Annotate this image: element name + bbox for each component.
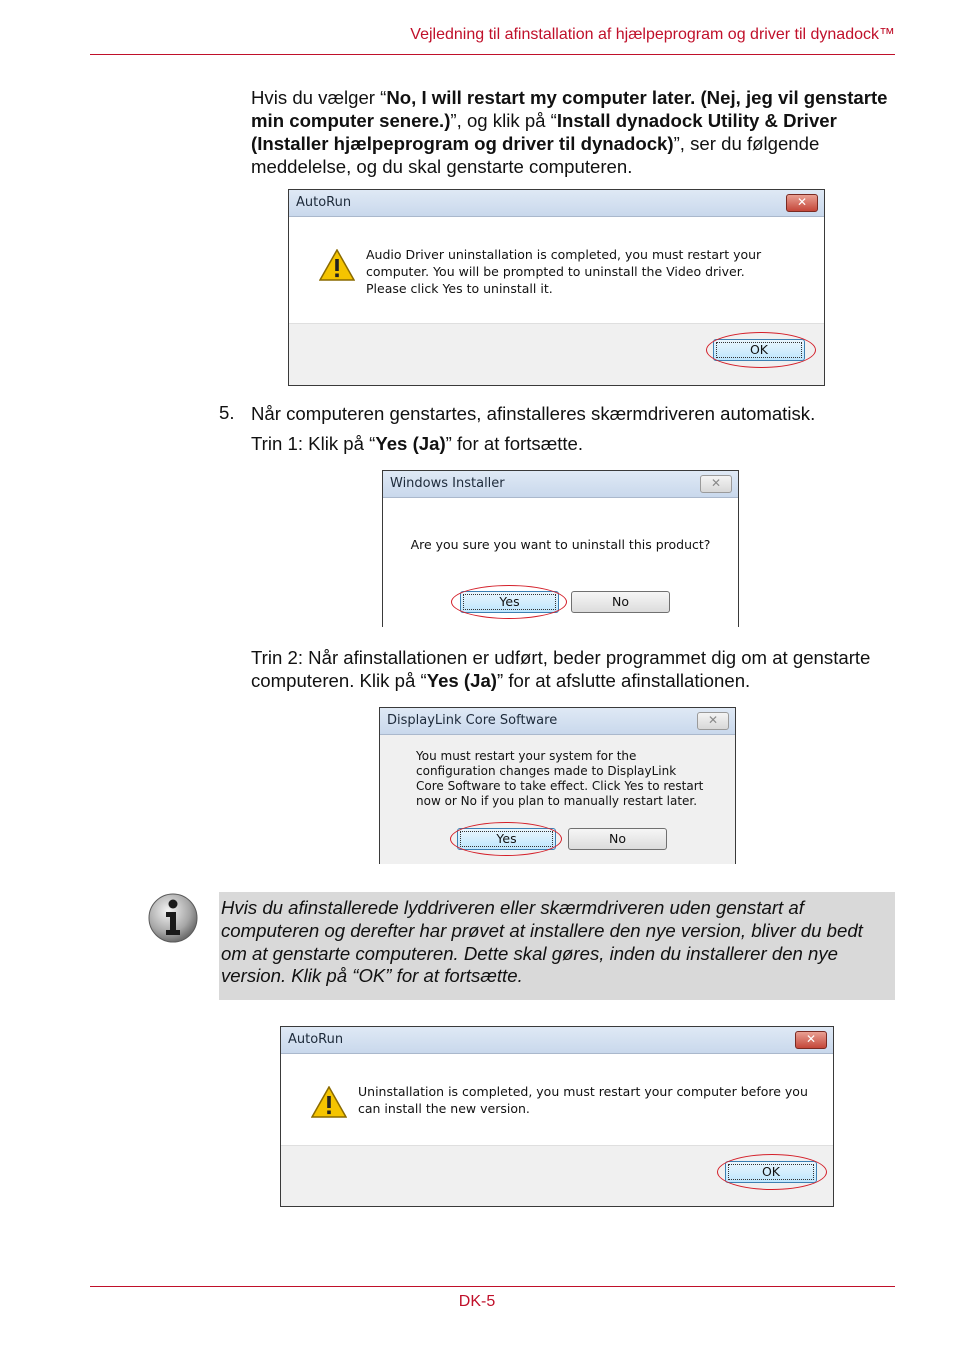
highlight-ring [450, 822, 562, 856]
dialog-body [380, 735, 735, 864]
close-icon[interactable]: ✕ [795, 1031, 827, 1049]
autorun-dialog-1 [288, 189, 825, 386]
dialog-titlebar [289, 190, 824, 217]
step-5-text: Når computeren genstartes, afinstalleres skærmdriveren automatisk. [251, 403, 816, 424]
dialog-footer [281, 1145, 833, 1206]
trin-2-bold: Yes (Ja) [426, 670, 497, 691]
trin-1-c: ” for at fortsætte. [445, 433, 584, 454]
trin-1-text [251, 432, 891, 455]
close-icon[interactable]: ✕ [700, 475, 732, 493]
running-header: Vejledning til afinstallation af hjælpeprogram og driver til dynadock™ [410, 26, 895, 43]
close-icon[interactable]: ✕ [697, 712, 729, 730]
header-rule [90, 54, 895, 55]
trin-2-c: ” for at afslutte afinstallationen. [496, 670, 751, 691]
dialog-footer [289, 323, 824, 385]
dialog-body [281, 1054, 833, 1147]
note-text: Hvis du afinstallerede lyddriveren eller skærmdriveren uden genstart af computeren og derefter har prøvet at installere den nye version, bliver du bedt om at genstarte computeren. Dette skal gøres, inden du installerer den nye version. Klik på “OK” for at fortsætte. [221, 897, 863, 987]
ok-button-label: OK [761, 1164, 781, 1179]
dialog-titlebar [281, 1027, 833, 1054]
dialog-message: You must restart your system for the configuration changes made to DisplayLink Core Software to take effect. Click Yes to restart now or No if you plan to manually restart later. [416, 749, 704, 808]
dialog-message: Audio Driver uninstallation is completed, you must restart your computer. You will be prompted to uninstall the Video driver. Please click Yes to uninstall it. [366, 247, 762, 296]
no-button[interactable] [568, 828, 667, 850]
dialog-message: Are you sure you want to uninstall this product? [410, 537, 711, 552]
dialog-message: Uninstallation is completed, you must restart your computer before you can install the new version. [358, 1084, 808, 1116]
yes-button-label: Yes [499, 594, 520, 609]
dialog-title: AutoRun [296, 195, 352, 210]
autorun-dialog-2 [280, 1026, 834, 1207]
warning-icon [319, 249, 355, 281]
ok-button-label: OK [749, 342, 769, 357]
no-button-label: No [609, 831, 626, 846]
dialog-title: AutoRun [288, 1032, 344, 1047]
page-number: DK-5 [458, 1293, 496, 1310]
trin-2-text [251, 646, 901, 692]
close-icon[interactable]: ✕ [786, 194, 818, 212]
dialog-title: DisplayLink Core Software [387, 713, 558, 728]
windows-installer-dialog [382, 470, 739, 627]
info-icon [147, 892, 199, 944]
trin-2-a: Trin 2: Når afinstallationen er udført, beder programmet dig om at genstarte computeren. Klik på “ [251, 647, 871, 691]
intro-text-1: Hvis du vælger “ [251, 87, 387, 108]
yes-button-label: Yes [496, 831, 517, 846]
intro-bold-1: No, I will restart my computer later. (Nej, jeg vil genstarte min computer senere.) [251, 87, 888, 131]
trin-1-a: Trin 1: Klik på “ [251, 433, 376, 454]
dialog-title: Windows Installer [390, 476, 505, 491]
trin-1-bold: Yes (Ja) [375, 433, 446, 454]
step-number: 5. [219, 402, 235, 423]
dialog-titlebar [380, 708, 735, 735]
displaylink-dialog [379, 707, 736, 864]
dialog-body [383, 498, 738, 627]
warning-icon [311, 1086, 347, 1118]
intro-text-3: ”, ser du følgende meddelelse, og du skal genstarte computeren. [251, 133, 820, 177]
highlight-ring [451, 585, 567, 619]
footer-rule [90, 1286, 895, 1287]
highlight-ring [706, 332, 816, 368]
no-button[interactable] [571, 591, 670, 613]
no-button-label: No [612, 594, 629, 609]
dialog-titlebar [383, 471, 738, 498]
intro-text-2: ”, og klik på “ [450, 110, 557, 131]
intro-paragraph [251, 86, 891, 178]
dialog-body [289, 217, 824, 325]
intro-bold-2: Install dynadock Utility & Driver (Installer hjælpeprogram og driver til dynadock) [251, 110, 837, 154]
highlight-ring [717, 1154, 827, 1190]
